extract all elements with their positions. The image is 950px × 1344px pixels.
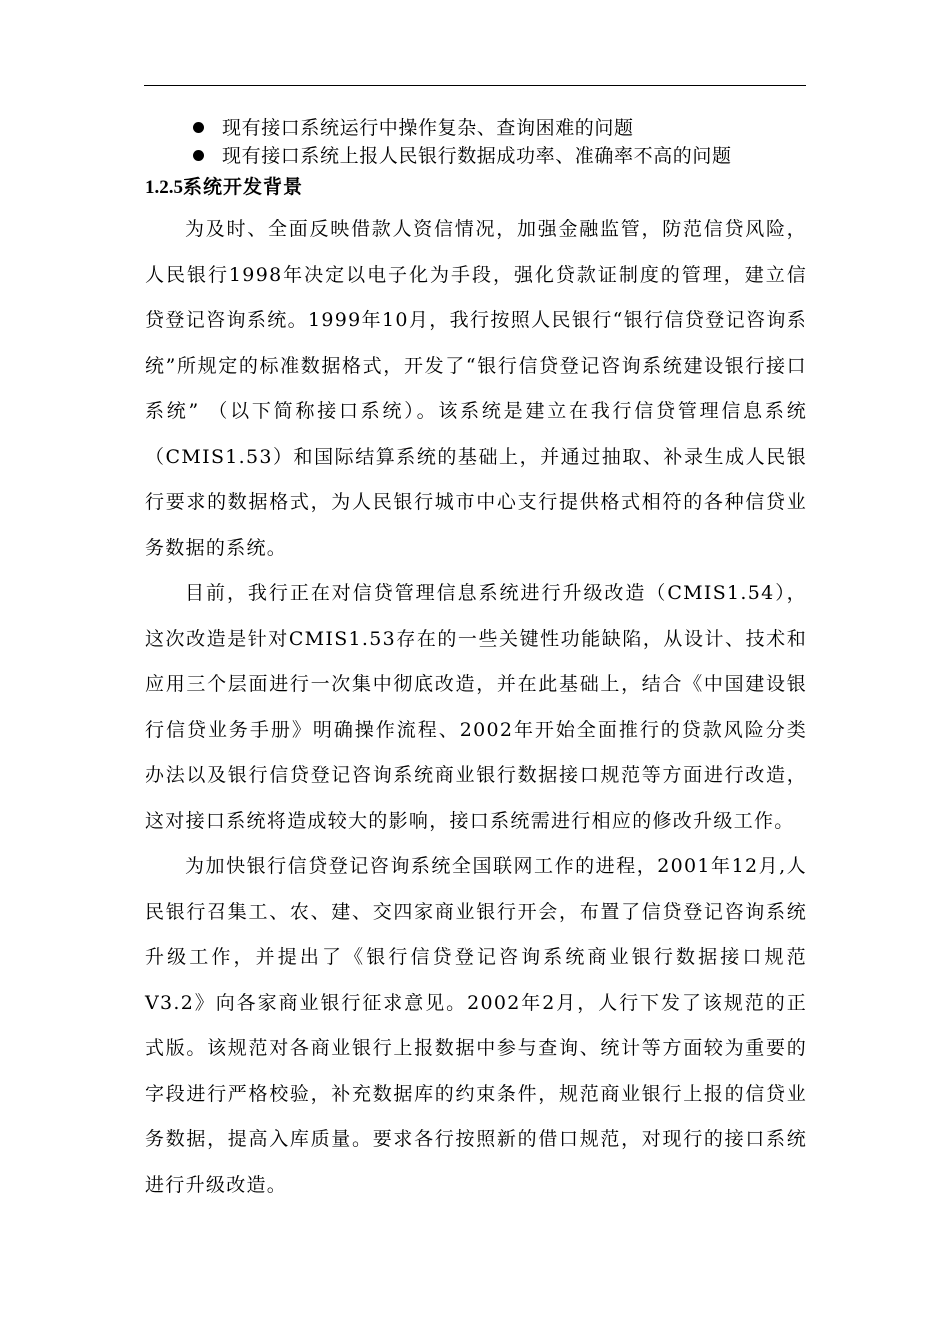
bullet-dot-icon [193,122,204,133]
bullet-item-1 [145,114,807,142]
page-content [145,114,807,1208]
bullet-dot-icon [193,150,204,161]
bullet-text: 现有接口系统运行中操作复杂、查询困难的问题 [222,117,634,139]
paragraph-1: 为及时、全面反映借款人资信情况，加强金融监管，防范信贷风险，人民银行1998年决定以电子化为手段，强化贷款证制度的管理，建立信贷登记咨询系统。1999年10月，我行按照人民银行“银行信贷登记咨询系统”所规定的标准数据格式，开发了“银行信贷登记咨询系统建设银行接口系统” （以下简称接口系统）。该系统是建立在我行信贷管理信息系统（CMIS1.53）和国际结算系统的基础上，并通过抽取、补录生成人民银行要求的数据格式，为人民银行城市中心支行提供格式相符的各种信贷业务数据的系统。 [145,218,807,559]
paragraph-3: 为加快银行信贷登记咨询系统全国联网工作的进程，2001年12月,人民银行召集工、农、建、交四家商业银行开会，布置了信贷登记咨询系统升级工作，并提出了《银行信贷登记咨询系统商业银行数据接口规范V3.2》向各家商业银行征求意见。2002年2月，人行下发了该规范的正式版。该规范对各商业银行上报数据中参与查询、统计等方面较为重要的字段进行严格校验，补充数据库的约束条件，规范商业银行上报的信贷业务数据，提高入库质量。要求各行按照新的借口规范，对现行的接口系统进行升级改造。 [145,855,807,1196]
section-number: 1.2.5 [145,177,183,198]
paragraph-2: 目前，我行正在对信贷管理信息系统进行升级改造（CMIS1.54），这次改造是针对CMIS1.53存在的一些关键性功能缺陷，从设计、技术和应用三个层面进行一次集中彻底改造，并在此基础上，结合《中国建设银行信贷业务手册》明确操作流程、2002年开始全面推行的贷款风险分类办法以及银行信贷登记咨询系统商业银行数据接口规范等方面进行改造，这对接口系统将造成较大的影响，接口系统需进行相应的修改升级工作。 [145,582,807,832]
bullet-text: 现有接口系统上报人民银行数据成功率、准确率不高的问题 [222,145,732,167]
bullet-item-2 [145,142,807,170]
section-title: 系统开发背景 [183,176,304,198]
header-rule [144,85,806,86]
section-heading [145,172,807,202]
